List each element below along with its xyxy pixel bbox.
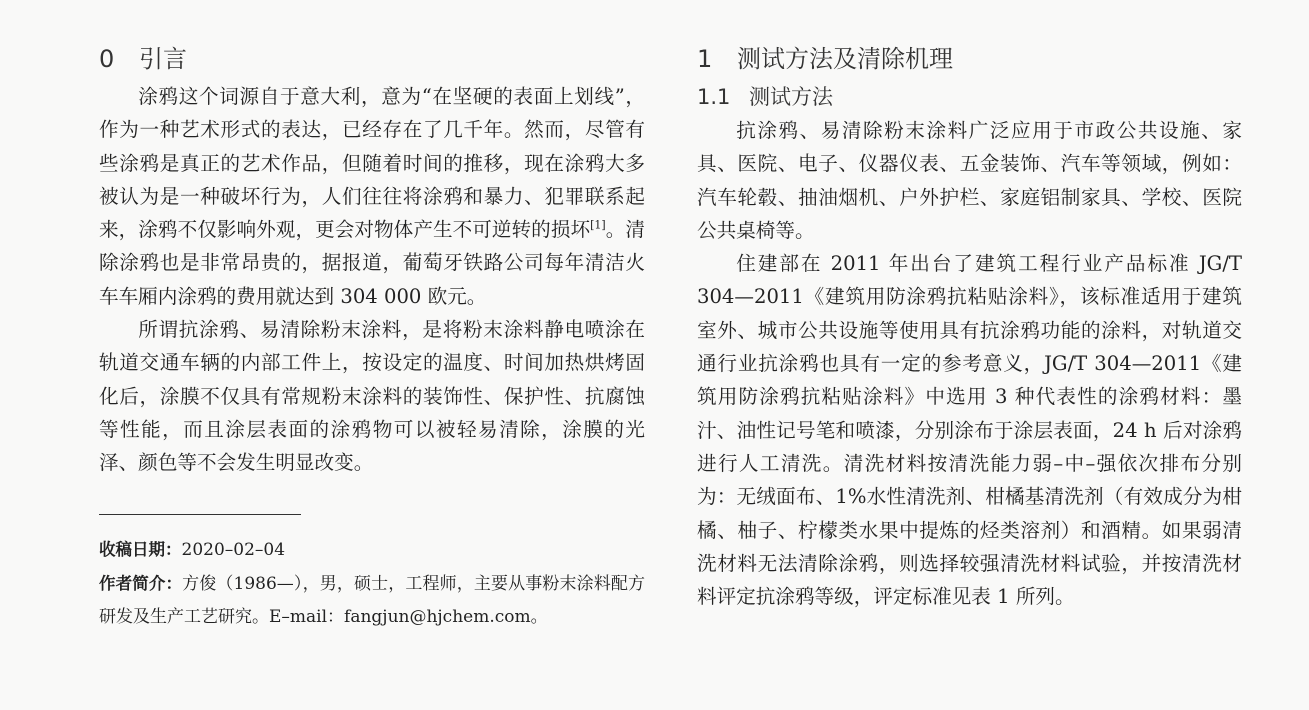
footnote-label: 收稿日期： [99, 539, 182, 559]
section-heading-introduction [99, 38, 645, 80]
section-number: 1 [697, 45, 713, 73]
paragraph-standard-test: 住建部在 2011 年出台了建筑工程行业产品标准 JG/T 304—2011《建筑用防涂鸦抗粘贴涂料》，该标准适用于建筑室外、城市公共设施等使用具有抗涂鸦功能的涂料，对轨道交通行业抗涂鸦也具有一定的参考意义，JG/T 304—2011《建筑用防涂鸦抗粘贴涂料》中选用 3 种代表性的涂鸦材料：墨汁、油性记号笔和喷漆，分别涂布于涂层表面，24 h 后对涂鸦进行人工清洗。清洗材料按清洗能力弱–中–强依次排布分别为：无绒面布、1%水性清洗剂、柑橘基清洗剂（有效成分为柑橘、柚子、柠檬类水果中提炼的烃类溶剂）和酒精。如果弱清洗材料无法清除涂鸦，则选择较强清洗材料试验，并按清洗材料评定抗涂鸦等级，评定标准见表 1 所列。 [697, 252, 1242, 609]
footnote-author-bio [99, 567, 645, 634]
footnote-value: 方俊（1986—），男，硕士，工程师，主要从事粉末涂料配方研发及生产工艺研究。E–mail：fangjun@hjchem.com。 [99, 573, 646, 627]
subsection-title: 测试方法 [749, 85, 833, 109]
paragraph-graffiti-origin [99, 80, 645, 313]
section-title: 引言 [139, 45, 187, 73]
citation-reference[interactable]: [1] [590, 218, 606, 232]
right-column [697, 38, 1242, 613]
subsection-number: 1.1 [697, 85, 731, 109]
paragraph-powder-coating-definition [99, 313, 645, 479]
footnote-received-date [99, 533, 645, 567]
footnote-divider [99, 514, 301, 515]
paragraph-applications: 抗涂鸦、易清除粉末涂料广泛应用于市政公共设施、家具、医院、电子、仪器仪表、五金装饰、汽车等领域，例如：汽车轮毂、抽油烟机、户外护栏、家庭铝制家具、学校、医院公共桌椅等。 [697, 119, 1242, 242]
left-column [99, 38, 645, 634]
paragraph-text: 涂鸦这个词源自于意大利，意为“在坚硬的表面上划线”，作为一种艺术形式的表达，已经存在了几千年。然而，尽管有些涂鸦是真正的艺术作品，但随着时间的推移，现在涂鸦大多被认为是一种破坏行为，人们往往将涂鸦和暴力、犯罪联系起来，涂鸦不仅影响外观，更会对物体产生不可逆转的损坏 [99, 85, 645, 242]
paragraph-text: 所谓抗涂鸦、易清除粉末涂料，是将粉末涂料静电喷涂在轨道交通车辆的内部工件上，按设定的温度、时间加热烘烤固化后，涂膜不仅具有常规粉末涂料的装饰性、保护性、抗腐蚀等性能，而且涂层表面的涂鸦物可以被轻易清除，涂膜的光泽、颜色等不会发生明显改变。 [99, 318, 645, 475]
section-heading-test-methods [697, 38, 1242, 80]
section-number: 0 [99, 45, 115, 73]
subsection-heading-test-method [697, 80, 1242, 114]
footnote-label: 作者简介： [99, 573, 183, 593]
footnote-value: 2020–02–04 [181, 539, 286, 560]
paragraph-text: 。清除涂鸦也是非常昂贵的，据报道，葡萄牙铁路公司每年清洁火车车厢内涂鸦的费用就达到 304 000 欧元。 [99, 218, 646, 308]
section-title: 测试方法及清除机理 [737, 45, 953, 73]
